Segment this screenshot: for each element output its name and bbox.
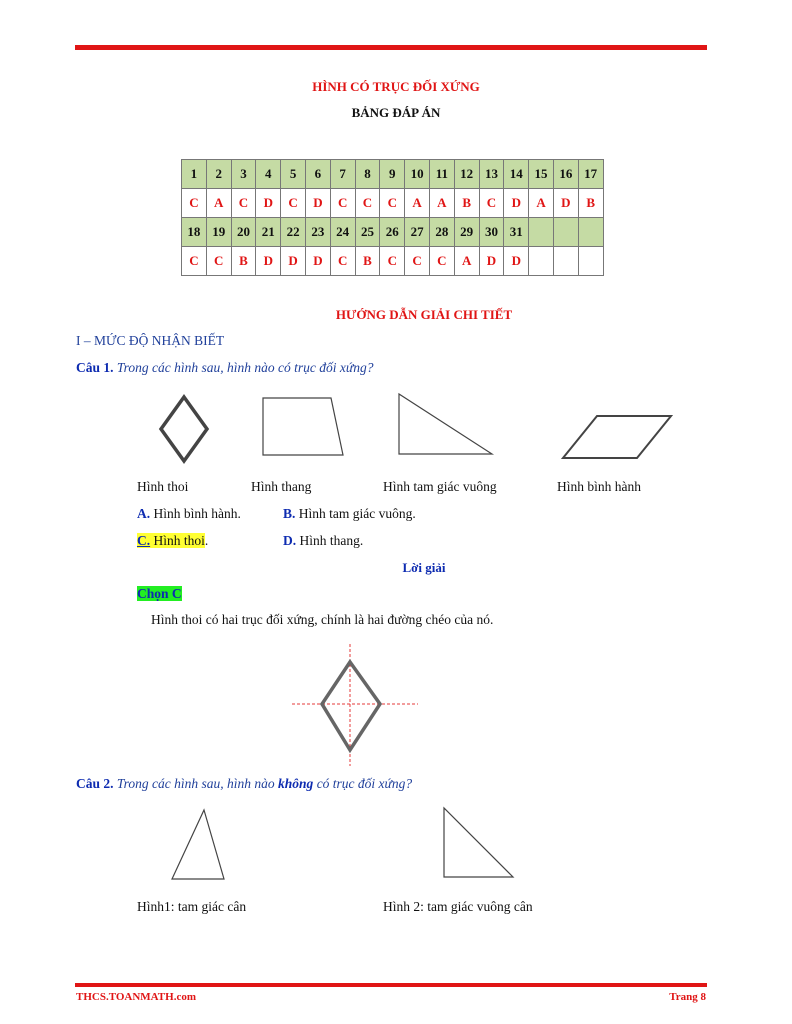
answer-cell: C xyxy=(182,247,207,276)
footer-page-number: Trang 8 xyxy=(669,991,706,1003)
answer-cell: B xyxy=(231,247,256,276)
question-number-cell: 24 xyxy=(330,218,355,247)
caption-right-triangle: Hình tam giác vuông xyxy=(383,479,497,494)
option-b-text: Hình tam giác vuông. xyxy=(298,506,416,521)
question-number-cell: 22 xyxy=(281,218,306,247)
answer-table-row-answers-2 xyxy=(182,247,604,276)
question-1-text: Trong các hình sau, hình nào có trục đối xứng? xyxy=(116,360,374,375)
question-number-cell: 12 xyxy=(454,160,479,189)
answer-cell: B xyxy=(578,189,603,218)
question-number-cell: 14 xyxy=(504,160,529,189)
answer-cell: C xyxy=(479,189,504,218)
question-number-cell: 31 xyxy=(504,218,529,247)
isosceles-triangle-figure xyxy=(170,808,226,882)
question-number-cell xyxy=(578,218,603,247)
question-number-cell: 3 xyxy=(231,160,256,189)
answer-cell: C xyxy=(281,189,306,218)
page-subtitle: BẢNG ĐÁP ÁN xyxy=(351,105,441,120)
answer-cell: D xyxy=(553,189,578,218)
answer-cell: D xyxy=(281,247,306,276)
question-number-cell: 30 xyxy=(479,218,504,247)
answer-cell: B xyxy=(355,247,380,276)
answer-cell: D xyxy=(305,189,330,218)
question-number-cell: 29 xyxy=(454,218,479,247)
option-d xyxy=(283,533,363,549)
question-number-cell xyxy=(553,218,578,247)
rhombus-axes-figure xyxy=(290,642,420,768)
answer-cell: D xyxy=(479,247,504,276)
answer-cell: C xyxy=(405,247,430,276)
option-b-key: B. xyxy=(283,506,296,521)
question-number-cell: 4 xyxy=(256,160,281,189)
answer-cell: C xyxy=(380,247,405,276)
option-c xyxy=(137,533,208,549)
answer-cell: C xyxy=(429,247,454,276)
question-number-cell: 28 xyxy=(429,218,454,247)
answer-cell: B xyxy=(454,189,479,218)
footer-rule xyxy=(75,983,707,987)
question-1-label: Câu 1. xyxy=(76,360,114,375)
question-number-cell: 13 xyxy=(479,160,504,189)
question-number-cell: 2 xyxy=(206,160,231,189)
question-number-cell: 16 xyxy=(553,160,578,189)
answer-cell: D xyxy=(305,247,330,276)
question-number-cell: 20 xyxy=(231,218,256,247)
question-number-cell: 15 xyxy=(529,160,554,189)
question-number-cell: 10 xyxy=(405,160,430,189)
question-number-cell: 26 xyxy=(380,218,405,247)
question-number-cell: 17 xyxy=(578,160,603,189)
option-c-text: Hình thoi xyxy=(153,533,205,548)
page-title: HÌNH CÓ TRỤC ĐỐI XỨNG xyxy=(312,79,480,94)
answer-cell: A xyxy=(206,189,231,218)
question-number-cell: 1 xyxy=(182,160,207,189)
answer-cell: D xyxy=(504,189,529,218)
answer-table-row-numbers-1 xyxy=(182,160,604,189)
answer-cell: C xyxy=(330,189,355,218)
answer-cell: C xyxy=(355,189,380,218)
explanation-text: Hình thoi có hai trục đối xứng, chính là hai đường chéo của nó. xyxy=(151,612,494,627)
trapezoid-figure xyxy=(262,396,346,458)
caption-trapezoid: Hình thang xyxy=(251,479,312,494)
footer-site: THCS.TOANMATH.com xyxy=(76,991,196,1003)
question-number-cell: 19 xyxy=(206,218,231,247)
solution-heading: HƯỚNG DẪN GIẢI CHI TIẾT xyxy=(335,307,513,322)
question-2-text-bold: không xyxy=(278,776,314,791)
question-number-cell: 11 xyxy=(429,160,454,189)
answer-cell: A xyxy=(429,189,454,218)
question-number-cell xyxy=(529,218,554,247)
question-number-cell: 8 xyxy=(355,160,380,189)
answer-cell: D xyxy=(256,247,281,276)
question-number-cell: 25 xyxy=(355,218,380,247)
question-number-cell: 21 xyxy=(256,218,281,247)
right-triangle-figure xyxy=(397,392,495,458)
answer-cell xyxy=(578,247,603,276)
right-isosceles-triangle-figure xyxy=(442,806,516,880)
option-b xyxy=(283,506,416,522)
question-2-text-after: có trục đối xứng? xyxy=(313,776,413,791)
answer-cell: C xyxy=(380,189,405,218)
rhombus-figure xyxy=(158,394,210,464)
option-c-key: C. xyxy=(137,533,151,548)
parallelogram-figure xyxy=(562,413,674,461)
question-number-cell: 27 xyxy=(405,218,430,247)
answer-choice-label: Chọn C xyxy=(137,586,182,601)
answer-cell: A xyxy=(529,189,554,218)
answer-cell: D xyxy=(256,189,281,218)
caption-right-isosceles: Hình 2: tam giác vuông cân xyxy=(383,899,533,914)
question-number-cell: 6 xyxy=(305,160,330,189)
answer-cell xyxy=(553,247,578,276)
answer-cell: C xyxy=(231,189,256,218)
caption-isosceles: Hình1: tam giác cân xyxy=(137,899,247,914)
answer-cell: A xyxy=(405,189,430,218)
option-a xyxy=(137,506,241,522)
question-2-label: Câu 2. xyxy=(76,776,114,791)
option-a-key: A. xyxy=(137,506,151,521)
answer-cell: C xyxy=(206,247,231,276)
header-rule xyxy=(75,45,707,50)
question-number-cell: 9 xyxy=(380,160,405,189)
solution-title: Lời giải xyxy=(402,560,446,575)
option-d-key: D. xyxy=(283,533,297,548)
question-2 xyxy=(76,776,412,792)
answer-table-row-answers-1 xyxy=(182,189,604,218)
question-number-cell: 18 xyxy=(182,218,207,247)
option-c-end: . xyxy=(204,533,209,548)
option-d-text: Hình thang. xyxy=(299,533,364,548)
option-a-text: Hình bình hành. xyxy=(153,506,241,521)
answer-cell xyxy=(529,247,554,276)
question-number-cell: 23 xyxy=(305,218,330,247)
answer-cell: D xyxy=(504,247,529,276)
question-number-cell: 5 xyxy=(281,160,306,189)
answer-table xyxy=(181,159,604,276)
answer-table-row-numbers-2 xyxy=(182,218,604,247)
answer-cell: C xyxy=(182,189,207,218)
question-number-cell: 7 xyxy=(330,160,355,189)
question-1 xyxy=(76,360,374,376)
question-2-text-before: Trong các hình sau, hình nào xyxy=(116,776,279,791)
answer-choice xyxy=(137,586,182,602)
caption-rhombus: Hình thoi xyxy=(137,479,189,494)
answer-cell: A xyxy=(454,247,479,276)
answer-cell: C xyxy=(330,247,355,276)
level-heading: I – MỨC ĐỘ NHẬN BIẾT xyxy=(76,333,225,348)
caption-parallelogram: Hình bình hành xyxy=(557,479,641,494)
